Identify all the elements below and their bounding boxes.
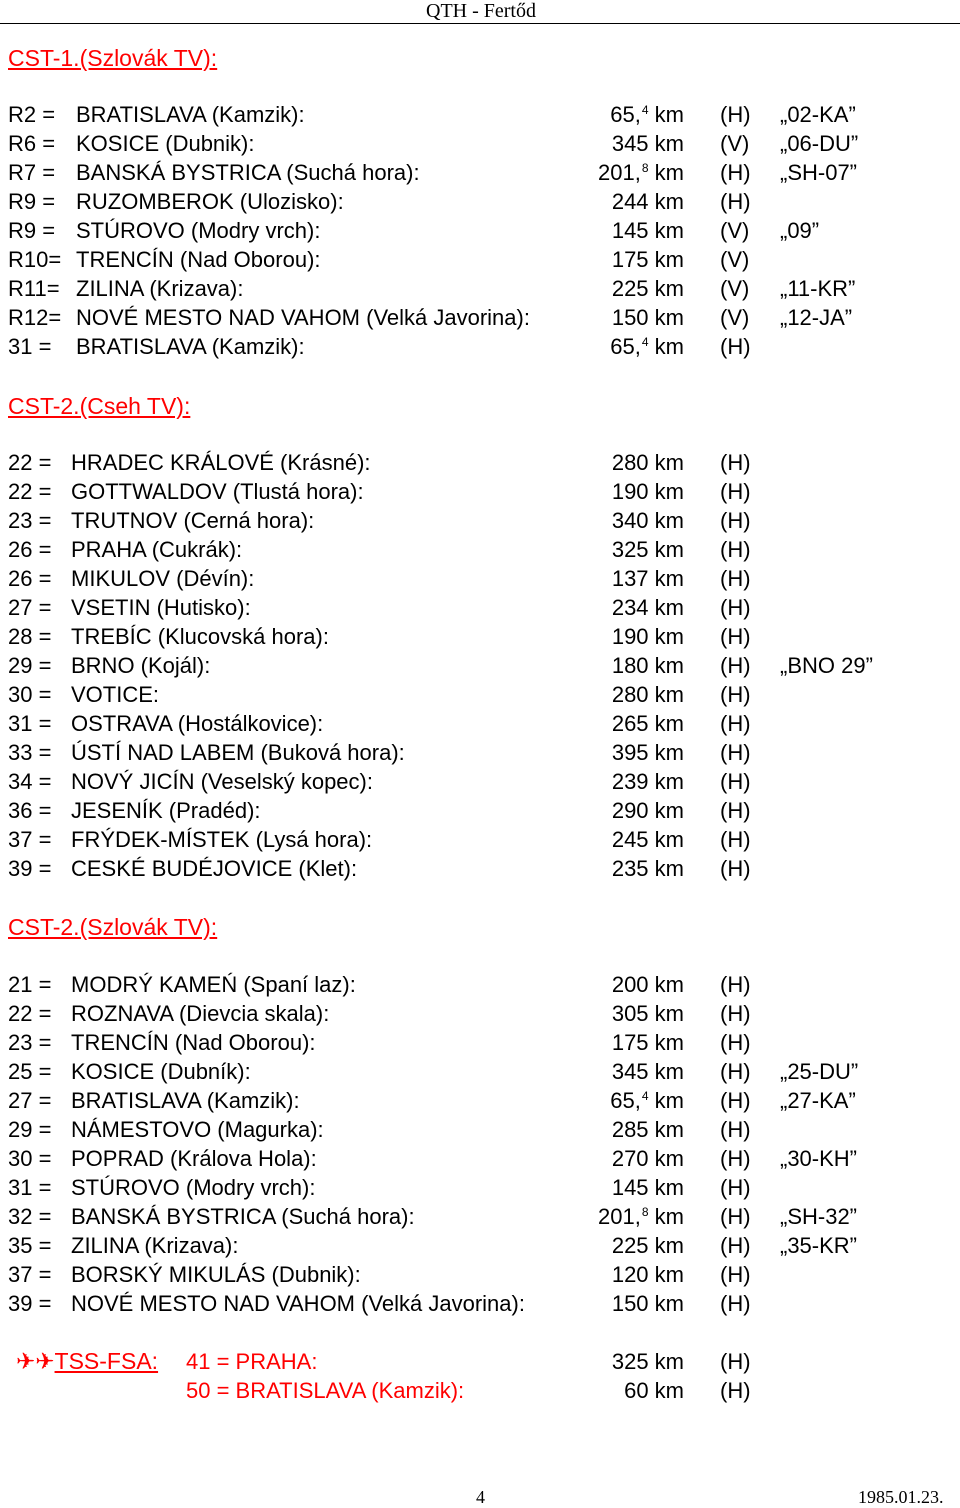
table-row [0, 738, 960, 767]
station-code: „27-KA” [780, 1088, 856, 1113]
distance-value: 285 [611, 1117, 649, 1142]
distance [540, 1231, 684, 1260]
table-row [0, 796, 960, 825]
station-code: „11-KR” [780, 276, 856, 301]
channel-number: 30 = [8, 1146, 52, 1171]
table-row [0, 1028, 960, 1057]
distance-value: 235 [611, 856, 649, 881]
distance [540, 100, 684, 129]
channel-number: R11= [8, 276, 60, 301]
station-code: „30-KH” [780, 1146, 858, 1171]
distance-unit: km [648, 1175, 684, 1200]
distance-value: 180 [611, 653, 649, 678]
distance-value: 137 [611, 566, 649, 591]
polarization: (H) [720, 102, 751, 127]
distance [540, 1115, 684, 1144]
table-row [0, 709, 960, 738]
station-name: ZILINA (Krizava): [71, 1233, 239, 1258]
station-name: GOTTWALDOV (Tlustá hora): [71, 479, 364, 504]
polarization: (H) [720, 1117, 751, 1142]
polarization: (H) [720, 1146, 751, 1171]
polarization: (H) [720, 595, 751, 620]
channel-list-cst2-szlovak [0, 970, 960, 1318]
distance [540, 1202, 684, 1231]
station-name: STÚROVO (Modry vrch): [76, 218, 321, 243]
station-name: BANSKÁ BYSTRICA (Suchá hora): [76, 160, 420, 185]
station-name: BANSKÁ BYSTRICA (Suchá hora): [71, 1204, 415, 1229]
section-title-cst1-szlovak: CST-1.(Szlovák TV): [8, 45, 218, 71]
distance [540, 1028, 684, 1057]
polarization: (H) [720, 1059, 751, 1084]
polarization: (H) [720, 624, 751, 649]
distance-unit: km [648, 1088, 684, 1113]
table-row [0, 970, 960, 999]
distance-unit: km [648, 1117, 684, 1142]
table-row [0, 129, 960, 158]
station-name: STÚROVO (Modry vrch): [71, 1175, 316, 1200]
table-row [0, 825, 960, 854]
channel-number: R10= [8, 247, 62, 272]
distance [540, 796, 684, 825]
distance-value: 265 [611, 711, 649, 736]
table-row [0, 854, 960, 883]
distance-unit: km [648, 740, 684, 765]
polarization: (H) [720, 682, 751, 707]
station-name: KOSICE (Dubnik): [76, 131, 255, 156]
polarization: (H) [720, 1349, 751, 1374]
channel-number: 23 = [8, 508, 52, 533]
table-row [0, 187, 960, 216]
distance-value: 280 [611, 682, 649, 707]
distance [540, 680, 684, 709]
channel-number: 27 = [8, 595, 52, 620]
channel-number: 25 = [8, 1059, 52, 1084]
distance-value: 239 [611, 769, 649, 794]
distance-unit: km [648, 1204, 684, 1229]
station-name: ZILINA (Krizava): [76, 276, 244, 301]
distance [540, 1144, 684, 1173]
polarization: (H) [720, 1088, 751, 1113]
distance [540, 332, 684, 361]
distance-unit: km [648, 682, 684, 707]
distance [540, 970, 684, 999]
station-name: TRUTNOV (Cerná hora): [71, 508, 315, 533]
station-name: FRÝDEK-MÍSTEK (Lysá hora): [71, 827, 373, 852]
station-name: POPRAD (Králova Hola): [71, 1146, 317, 1171]
channel-number: 37 = [8, 1262, 52, 1287]
channel-number: 37 = [8, 827, 52, 852]
channel-number: 31 = [8, 711, 52, 736]
distance-unit: km [648, 972, 684, 997]
table-row [0, 245, 960, 274]
channel-number: 26 = [8, 537, 52, 562]
polarization: (H) [720, 1175, 751, 1200]
distance [540, 158, 684, 187]
station-name: TRENCÍN (Nad Oborou): [71, 1030, 316, 1055]
distance [540, 1173, 684, 1202]
table-row [0, 535, 960, 564]
polarization: (H) [720, 972, 751, 997]
distance-unit: km [648, 595, 684, 620]
station-name: MIKULOV (Dévín): [71, 566, 255, 591]
distance [540, 1289, 684, 1318]
station-code: „02-KA” [780, 102, 856, 127]
distance-unit: km [648, 276, 684, 301]
polarization: (V) [720, 305, 750, 330]
channel-number: 22 = [8, 450, 52, 475]
distance-value: 65, [610, 102, 641, 127]
distance-unit: km [648, 102, 684, 127]
distance-unit: km [648, 218, 684, 243]
distance-unit: km [648, 1001, 684, 1026]
channel-number: 39 = [8, 1291, 52, 1316]
channel-number: R9 = [8, 218, 56, 243]
station-name: KOSICE (Dubník): [71, 1059, 251, 1084]
distance-unit: km [648, 334, 684, 359]
distance [540, 506, 684, 535]
distance-unit: km [648, 798, 684, 823]
distance-value: 150 [611, 305, 649, 330]
header-rule [0, 23, 960, 24]
distance [540, 187, 684, 216]
table-row [0, 448, 960, 477]
station-code: „06-DU” [780, 131, 859, 156]
station-code: „09” [780, 218, 820, 243]
station-name: BRATISLAVA (Kamzik): [76, 102, 305, 127]
polarization: (H) [720, 479, 751, 504]
channel-number: R2 = [8, 102, 56, 127]
distance-decimal: 4 [641, 103, 649, 117]
station-name: BORSKÝ MIKULÁS (Dubnik): [71, 1262, 361, 1287]
distance [540, 999, 684, 1028]
distance [540, 854, 684, 883]
polarization: (V) [720, 247, 750, 272]
polarization: (H) [720, 189, 751, 214]
station-code: „BNO 29” [780, 653, 873, 678]
distance-value: 225 [611, 276, 649, 301]
distance-unit: km [648, 247, 684, 272]
channel-number: 21 = [8, 972, 52, 997]
distance-value: 234 [611, 595, 649, 620]
distance-value: 345 [611, 1059, 649, 1084]
section-title-cst2-szlovak: CST-2.(Szlovák TV): [8, 914, 218, 940]
table-row [0, 1260, 960, 1289]
distance-value: 65, [610, 334, 641, 359]
table-row [0, 622, 960, 651]
distance [540, 825, 684, 854]
table-row [0, 999, 960, 1028]
distance-unit: km [648, 450, 684, 475]
distance-value: 395 [611, 740, 649, 765]
distance: 60 km [624, 1378, 684, 1403]
distance-value: 190 [611, 624, 649, 649]
table-row [0, 303, 960, 332]
distance-value: 201, [598, 160, 641, 185]
station-name: VSETIN (Hutisko): [71, 595, 251, 620]
polarization: (H) [720, 450, 751, 475]
distance-value: 200 [611, 972, 649, 997]
distance-unit: km [648, 711, 684, 736]
distance-unit: km [648, 1262, 684, 1287]
table-row [0, 506, 960, 535]
distance-value: 175 [611, 247, 649, 272]
distance-value: 340 [611, 508, 649, 533]
station-name: BRATISLAVA (Kamzik): [71, 1088, 300, 1113]
polarization: (V) [720, 218, 750, 243]
distance-unit: km [648, 1059, 684, 1084]
distance: 325 km [611, 1349, 684, 1374]
station-name: 41 = PRAHA: [186, 1349, 318, 1374]
distance-unit: km [648, 189, 684, 214]
distance [540, 303, 684, 332]
distance-value: 190 [611, 479, 649, 504]
table-row [0, 274, 960, 303]
station-name: PRAHA (Cukrák): [71, 537, 243, 562]
channel-number: 29 = [8, 1117, 52, 1142]
channel-number: 27 = [8, 1088, 52, 1113]
polarization: (H) [720, 653, 751, 678]
station-name: NOVÝ JICÍN (Veselský kopec): [71, 769, 373, 794]
station-name: TREBÍC (Klucovská hora): [71, 624, 329, 649]
channel-number: 23 = [8, 1030, 52, 1055]
distance [540, 1086, 684, 1115]
station-name: 50 = BRATISLAVA (Kamzik): [186, 1378, 465, 1403]
channel-number: 28 = [8, 624, 52, 649]
table-row [0, 216, 960, 245]
station-name: MODRÝ KAMEŃ (Spaní laz): [71, 972, 356, 997]
distance-unit: km [648, 653, 684, 678]
distance-value: 145 [611, 1175, 649, 1200]
channel-number: 34 = [8, 769, 52, 794]
distance [540, 1057, 684, 1086]
channel-number: R6 = [8, 131, 56, 156]
station-name: CESKÉ BUDÉJOVICE (Klet): [71, 856, 358, 881]
distance [540, 709, 684, 738]
distance-decimal: 4 [641, 1089, 649, 1103]
distance-value: 245 [611, 827, 649, 852]
channel-number: 31 = [8, 334, 52, 359]
airplane-icon: ✈✈ [16, 1348, 55, 1374]
channel-number: 29 = [8, 653, 52, 678]
table-row [0, 158, 960, 187]
station-name: RUZOMBEROK (Ulozisko): [76, 189, 344, 214]
station-name: NÁMESTOVO (Magurka): [71, 1117, 324, 1142]
distance-value: 280 [611, 450, 649, 475]
polarization: (V) [720, 276, 750, 301]
polarization: (H) [720, 1030, 751, 1055]
polarization: (H) [720, 334, 751, 359]
distance [540, 593, 684, 622]
station-name: TRENCÍN (Nad Oborou): [76, 247, 321, 272]
table-row [0, 767, 960, 796]
table-row [0, 1289, 960, 1318]
distance-value: 244 [611, 189, 649, 214]
polarization: (H) [720, 1378, 751, 1403]
station-name: OSTRAVA (Hostálkovice): [71, 711, 324, 736]
station-code: „SH-32” [780, 1204, 858, 1229]
distance-unit: km [648, 827, 684, 852]
table-row [0, 1057, 960, 1086]
polarization: (V) [720, 131, 750, 156]
distance [540, 1260, 684, 1289]
station-name: NOVÉ MESTO NAD VAHOM (Velká Javorina): [71, 1291, 525, 1316]
distance-unit: km [648, 624, 684, 649]
distance-value: 325 [611, 537, 649, 562]
tss-row [8, 1376, 960, 1405]
distance [540, 767, 684, 796]
channel-number: R9 = [8, 189, 56, 214]
section-title-cst2-cseh: CST-2.(Cseh TV): [8, 393, 191, 419]
table-row [0, 593, 960, 622]
station-name: NOVÉ MESTO NAD VAHOM (Velká Javorina): [76, 305, 530, 330]
tss-title: TSS-FSA: [54, 1348, 159, 1374]
distance-value: 201, [598, 1204, 641, 1229]
distance-value: 290 [611, 798, 649, 823]
polarization: (H) [720, 160, 751, 185]
distance [540, 564, 684, 593]
distance-unit: km [648, 1291, 684, 1316]
channel-number: 26 = [8, 566, 52, 591]
station-name: BRNO (Kojál): [71, 653, 211, 678]
distance-decimal: 8 [641, 161, 649, 175]
distance [540, 245, 684, 274]
station-code: „25-DU” [780, 1059, 859, 1084]
distance-unit: km [648, 1030, 684, 1055]
station-name: ÚSTÍ NAD LABEM (Buková hora): [71, 740, 405, 765]
distance-unit: km [648, 769, 684, 794]
distance [540, 129, 684, 158]
distance-value: 65, [610, 1088, 641, 1113]
table-row [0, 100, 960, 129]
channel-number: 33 = [8, 740, 52, 765]
table-row [0, 1231, 960, 1260]
station-code: „35-KR” [780, 1233, 858, 1258]
polarization: (H) [720, 537, 751, 562]
channel-number: 35 = [8, 1233, 52, 1258]
distance-value: 305 [611, 1001, 649, 1026]
header-title: QTH - Fertőd [426, 0, 536, 22]
distance [540, 738, 684, 767]
polarization: (H) [720, 1204, 751, 1229]
polarization: (H) [720, 798, 751, 823]
channel-number: 31 = [8, 1175, 52, 1200]
table-row [0, 1086, 960, 1115]
distance [540, 622, 684, 651]
channel-number: 32 = [8, 1204, 52, 1229]
polarization: (H) [720, 740, 751, 765]
distance [540, 535, 684, 564]
channel-number: 22 = [8, 1001, 52, 1026]
table-row [0, 332, 960, 361]
distance [540, 448, 684, 477]
polarization: (H) [720, 827, 751, 852]
table-row [0, 1144, 960, 1173]
distance-value: 150 [611, 1291, 649, 1316]
distance-value: 270 [611, 1146, 649, 1171]
distance-unit: km [648, 1146, 684, 1171]
channel-number: 36 = [8, 798, 52, 823]
polarization: (H) [720, 566, 751, 591]
table-row [0, 477, 960, 506]
channel-list-cst2-cseh [0, 448, 960, 883]
distance-unit: km [648, 160, 684, 185]
distance-unit: km [648, 856, 684, 881]
distance-value: 175 [611, 1030, 649, 1055]
distance-decimal: 8 [641, 1205, 649, 1219]
station-name: ROZNAVA (Dievcia skala): [71, 1001, 330, 1026]
distance-unit: km [648, 508, 684, 533]
page-header [0, 0, 960, 22]
distance-unit: km [648, 537, 684, 562]
distance-unit: km [648, 479, 684, 504]
distance [540, 216, 684, 245]
document-date: 1985.01.23. [858, 1487, 944, 1507]
polarization: (H) [720, 508, 751, 533]
station-code: „SH-07” [780, 160, 858, 185]
station-name: BRATISLAVA (Kamzik): [76, 334, 305, 359]
polarization: (H) [720, 856, 751, 881]
distance-unit: km [648, 566, 684, 591]
polarization: (H) [720, 769, 751, 794]
polarization: (H) [720, 1291, 751, 1316]
table-row [0, 680, 960, 709]
distance [540, 274, 684, 303]
channel-number: 22 = [8, 479, 52, 504]
table-row [0, 1202, 960, 1231]
distance [540, 651, 684, 680]
table-row [0, 1115, 960, 1144]
channel-number: 30 = [8, 682, 52, 707]
distance-unit: km [648, 131, 684, 156]
channel-number: R12= [8, 305, 62, 330]
distance-value: 120 [611, 1262, 649, 1287]
distance-unit: km [648, 305, 684, 330]
distance-value: 345 [611, 131, 649, 156]
polarization: (H) [720, 1262, 751, 1287]
table-row [0, 1173, 960, 1202]
channel-list-cst1-szlovak [0, 100, 960, 361]
polarization: (H) [720, 711, 751, 736]
distance-value: 145 [611, 218, 649, 243]
station-name: VOTICE: [71, 682, 160, 707]
station-name: JESENÍK (Pradéd): [71, 798, 261, 823]
distance-unit: km [648, 1233, 684, 1258]
polarization: (H) [720, 1233, 751, 1258]
table-row [0, 651, 960, 680]
table-row [0, 564, 960, 593]
polarization: (H) [720, 1001, 751, 1026]
distance-value: 225 [611, 1233, 649, 1258]
tss-row [8, 1347, 960, 1376]
page-number: 4 [476, 1487, 485, 1507]
distance [540, 477, 684, 506]
station-code: „12-JA” [780, 305, 853, 330]
station-name: HRADEC KRÁLOVÉ (Krásné): [71, 450, 371, 475]
channel-number: R7 = [8, 160, 56, 185]
channel-number: 39 = [8, 856, 52, 881]
distance-decimal: 4 [641, 335, 649, 349]
